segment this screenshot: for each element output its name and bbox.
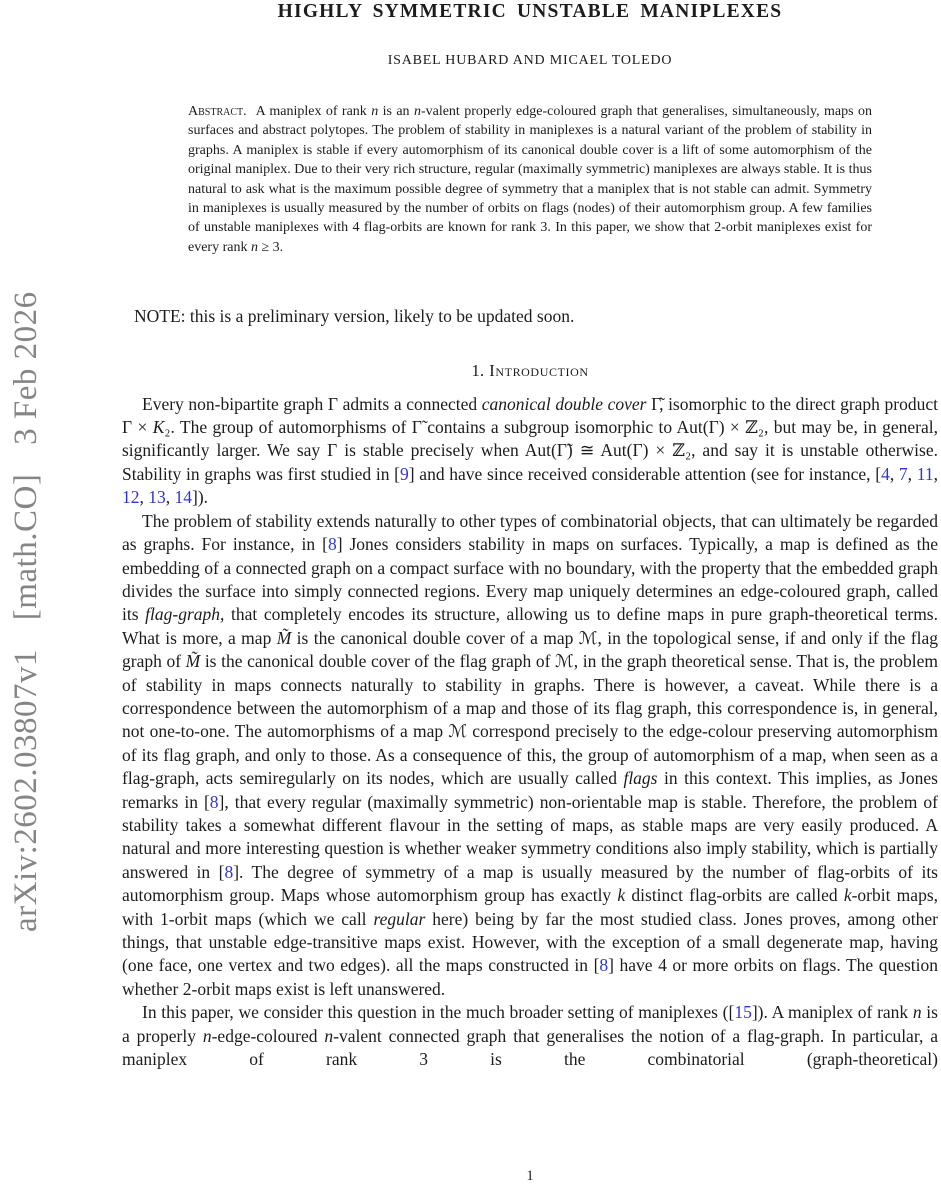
paper-title: HIGHLY SYMMETRIC UNSTABLE MANIPLEXES [277,1,783,22]
text-run: ≥ 3. [257,239,284,255]
text-run: ], that every regular (maximally symmetric) non-orientable map is stable. Therefore, the problem of stability takes a somewhat different flavour in the setting of maps, as stable maps are very easily produced. A natural and more interesting question is whether weaker symmetry conditions also imply stability, which is partially answered in [ [122,791,938,882]
text-run: here) being by far the most studied class. Jones proves, among other things, that unstable edge-transitive maps exist. However, with the exception of a small degenerate map, having (one face, one vertex and two edges). all the maps constructed in [ [122,908,938,976]
text-run: k [843,885,852,906]
arxiv-category: [math.CO] [8,473,44,621]
text-run: ] have 4 or more orbits on flags. The question whether 2-orbit maps exist is left unanswered. [122,955,938,999]
text-run: -valent properly edge-coloured graph that generalises, simultaneously, maps on surfaces and abstract polytopes. The problem of stability in maniplexes is a natural variant of the problem of stability in graphs. A maniplex is stable if every automorphism of its canonical double cover is a lift of some automorphism of the original maniplex. Due to their very rich structure, regular (maximally symmetric) maniplexes are always stable. It is thus natural to ask what is the maximum possible degree of symmetry that a maniplex that is not stable can admit. Symmetry in maniplexes is usually measured by the number of orbits on flags (nodes) of their automorphism group. A few families of unstable maniplexes with 4 flag-orbits are known for rank 3. In this paper, we show that 2-orbit maniplexes exist for every rank [188,104,872,255]
citation-link[interactable]: 11 [916,463,934,484]
text-run: A maniplex of rank [255,104,372,119]
text-run: in this context. This implies, as Jones remarks in [ [122,768,938,812]
text-run: -orbit maps, with 1-orbit maps (which we call [122,885,938,929]
citation-link[interactable]: 12 [122,487,140,508]
text-run: is an [378,104,414,119]
paper-content [122,0,938,1184]
arxiv-date: 3 Feb 2026 [8,291,44,445]
text-run: regular [373,908,426,929]
text-run: M̃ [185,651,201,672]
text-run: n [324,1025,334,1046]
text-run: , [139,487,149,508]
citation-link[interactable]: 8 [209,791,219,812]
text-run: M̃ [276,627,292,648]
text-run: ]). A maniplex of rank [751,1002,913,1023]
text-run: is the canonical double cover of the flag graph of ℳ, in the graph theoretical sense. That is, the problem of stability in maps connects naturally to stability in graphs. There is however, a caveat. While there is a correspondence between the automorphism of a map and those of its flag graph, this correspondence is, in general, not one-to-one. The automorphisms of a map ℳ correspond precisely to the edge-colour preserving automorphism of its flag graph, and only to those. As a consequence of this, the group of automorphism of a map, when seen as a flag-graph, acts semiregularly on its nodes, which are usually called [122,651,938,789]
citation-link[interactable]: 8 [599,955,609,976]
citation-link[interactable]: 14 [174,487,192,508]
note-text: NOTE: this is a preliminary version, likely to be updated soon. [134,306,575,327]
text-run: n [912,1002,922,1023]
text-run: -valent connected graph that generalises the notion of a flag-graph. In particular, a maniplex of rank 3 is the combinatorial (graph-theoretical) [122,1025,938,1070]
citation-link[interactable]: 15 [734,1002,752,1023]
text-run: , that completely encodes its structure, allowing us to define maps in pure graph-theoretical terms. What is more, a map [122,604,938,648]
text-run: n [202,1025,212,1046]
section-number: 1. [471,360,485,380]
citation-link[interactable]: 7 [898,463,908,484]
text-run: flags [623,768,658,789]
text-run: ₂. The group of automorphisms of Γ̃ contains a subgroup isomorphic to Aut(Γ) × ℤ₂, but may be, in general, significantly larger. We say Γ is stable precisely when Aut(Γ̃) ≅ Aut(Γ) × ℤ₂, and say it is unstable otherwise. Stability in graphs was first studied in [ [122,417,938,484]
text-run: Every non-bipartite graph Γ admits a connected [142,393,482,414]
text-run: n [413,104,421,119]
text-run: n [371,104,379,119]
text-run: ]. The degree of symmetry of a map is usually measured by the number of flag-orbits of its automorphism group. Maps whose automorphism group has exactly [122,861,938,906]
arxiv-watermark [8,291,45,932]
page-number: 1 [526,1168,534,1184]
text-run: k [617,885,626,906]
text-run: The problem of stability extends naturally to other types of combinatorial objects, that can ultimately be regarded as graphs. For instance, in [ [122,510,938,555]
text-run: canonical double cover [481,393,647,414]
text-run: K [152,417,165,438]
paragraph-intro-2 [122,510,938,1002]
abstract-label: Abstract. [188,104,247,119]
paragraph-intro-3 [122,1001,938,1071]
abstract-block [188,102,872,257]
citation-link[interactable]: 13 [148,487,166,508]
paper-authors: ISABEL HUBARD AND MICAEL TOLEDO [387,53,673,68]
section-heading [122,361,938,381]
citation-link[interactable]: 9 [400,463,409,484]
text-run: ]). [192,487,209,508]
text-run: flag-graph [145,604,221,625]
text-run: distinct flag-orbits are called [625,885,844,906]
text-run: is a properly [122,1002,938,1046]
text-run: ] and have since received considerable attention (see for instance, [ [408,463,882,484]
text-run: , [907,463,917,484]
paragraph-intro-1 [122,393,938,510]
arxiv-id: arXiv:2602.03807v1 [8,648,44,932]
citation-link[interactable]: 8 [224,861,234,882]
text-run: is the canonical double cover of a map ℳ, in the topological sense, if and only if the flag graph of [122,627,938,672]
text-run: , [165,487,175,508]
abstract-text [188,104,872,255]
citation-link[interactable]: 8 [327,534,337,555]
text-run: -edge-coloured [211,1025,325,1046]
text-run: n [250,239,258,255]
text-run: , [889,463,899,484]
text-run: Γ̃, isomorphic to the direct graph product Γ × [122,393,938,438]
text-run: In this paper, we consider this question in the much broader setting of maniplexes ([ [142,1002,735,1023]
section-title: Introduction [489,360,589,380]
text-run: , [933,463,938,484]
citation-link[interactable]: 4 [881,463,890,484]
text-run: ] Jones considers stability in maps on surfaces. Typically, a map is defined as the embedding of a connected graph on a compact surface with no boundary, with the property that the embedded graph divides the surface into simply connected regions. Every map uniquely determines an edge-coloured graph, called its [122,534,938,625]
